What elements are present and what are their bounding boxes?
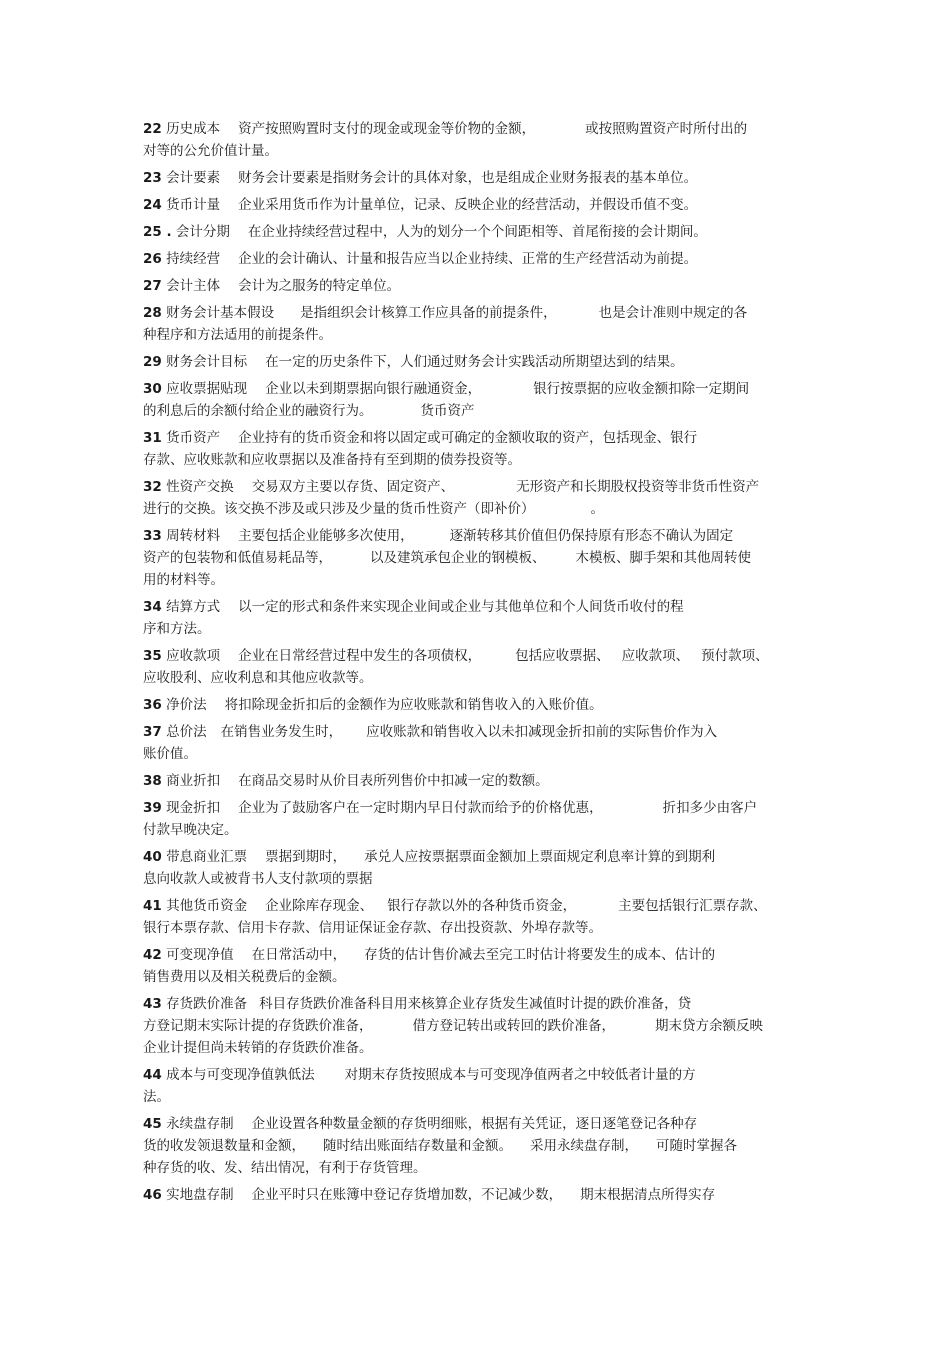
- entry-number: 36: [143, 697, 162, 713]
- entry-text: 预付款项、: [701, 648, 769, 664]
- entry-term: 永续盘存制: [166, 1116, 234, 1132]
- entry-text: 付款早晚决定。: [143, 822, 238, 838]
- entry-number: 39: [143, 800, 162, 816]
- entry-line: [143, 1184, 823, 1206]
- entry-line: [143, 378, 823, 400]
- glossary-entry: [143, 427, 823, 471]
- entry-term: 可变现净值: [166, 947, 234, 963]
- glossary-entry: [143, 770, 823, 792]
- entry-text: 折扣多少由客户: [662, 800, 758, 816]
- entry-number: 35: [143, 648, 162, 664]
- entry-text: 或按照购置资产时所付出的: [585, 121, 748, 137]
- entry-text: 银行存款以外的各种货币资金，: [387, 898, 577, 914]
- glossary-entry: [143, 302, 823, 346]
- entry-number: 30: [143, 381, 162, 397]
- entry-text: 企业的会计确认、计量和报告应当以企业持续、正常的生产经营活动为前提。: [238, 251, 698, 267]
- entry-text: 序和方法。: [143, 621, 211, 637]
- entry-term: 历史成本: [166, 121, 221, 137]
- glossary-entry: [143, 248, 823, 270]
- entry-term: 总价法: [166, 724, 207, 740]
- entry-text: 存款、应收账款和应收票据以及准备持有至到期的债券投资等。: [143, 452, 521, 468]
- entry-number: 29: [143, 354, 162, 370]
- entry-line: [143, 525, 823, 547]
- entry-term: 带息商业汇票: [166, 849, 248, 865]
- entry-text: 以及建筑承包企业的钢模板、: [370, 550, 546, 566]
- entry-line: [143, 167, 823, 189]
- entry-term: 会计分期: [175, 224, 230, 240]
- entry-text: 会计为之服务的特定单位。: [238, 278, 401, 294]
- glossary-entry: [143, 846, 823, 890]
- entry-text: 在商品交易时从价目表所列售价中扣减一定的数额。: [238, 773, 549, 789]
- entry-text: 法。: [143, 1089, 170, 1105]
- entry-text: 在企业持续经营过程中，人为的划分一个个间距相等、首尾衔接的会计期间。: [247, 224, 707, 240]
- entry-line: [143, 1064, 823, 1086]
- entry-text: 种存货的收、发、结出情况，有利于存货管理。: [143, 1160, 427, 1176]
- entry-number: 25 .: [143, 224, 172, 240]
- entry-term: 财务会计目标: [166, 354, 248, 370]
- glossary-entry: [143, 275, 823, 297]
- entry-line: [143, 140, 823, 162]
- entry-number: 40: [143, 849, 162, 865]
- entry-text: 交易双方主要以存货、固定资产、: [251, 479, 455, 495]
- entry-line: [143, 966, 823, 988]
- entry-text: 随时结出账面结存数量和金额。: [323, 1138, 512, 1154]
- entry-number: 44: [143, 1067, 162, 1083]
- entry-term: 性资产交换: [166, 479, 234, 495]
- entry-line: [143, 324, 823, 346]
- entry-text: 以一定的形式和条件来实现企业间或企业与其他单位和个人间货币收付的程: [238, 599, 684, 615]
- entry-line: [143, 645, 823, 667]
- entry-text: 在日常活动中，: [251, 947, 347, 963]
- entry-line: [143, 596, 823, 618]
- glossary-entry: [143, 118, 823, 162]
- entry-number: 32: [143, 479, 162, 495]
- glossary-entry: [143, 895, 823, 939]
- entry-line: [143, 993, 823, 1015]
- entry-text: 用的材料等。: [143, 572, 224, 588]
- glossary-entry: [143, 378, 823, 422]
- entry-line: [143, 302, 823, 324]
- glossary-entry: [143, 1113, 823, 1179]
- entry-number: 38: [143, 773, 162, 789]
- entry-number: 45: [143, 1116, 162, 1132]
- entry-term: 持续经营: [166, 251, 221, 267]
- entry-text: 息向收款人或被背书人支付款项的票据: [143, 871, 373, 887]
- entry-text: 企业除库存现金、: [265, 898, 374, 914]
- entry-line: [143, 275, 823, 297]
- entry-line: [143, 667, 823, 689]
- entry-term: 现金折扣: [166, 800, 221, 816]
- entry-text: 期末贷方余额反映: [655, 1018, 763, 1034]
- glossary-entry: [143, 167, 823, 189]
- glossary-entry: [143, 351, 823, 373]
- entry-text: 包括应收票据、: [515, 648, 610, 664]
- entry-text: 货币资产: [420, 403, 475, 419]
- entry-line: [143, 743, 823, 765]
- entry-text: 企业设置各种数量金额的存货明细账，根据有关凭证，逐日逐笔登记各种存: [251, 1116, 698, 1132]
- entry-line: [143, 721, 823, 743]
- entry-number: 43: [143, 996, 162, 1012]
- entry-number: 26: [143, 251, 162, 267]
- entry-text: 木模板、脚手架和其他周转使: [575, 550, 751, 566]
- entry-line: [143, 846, 823, 868]
- entry-text: 企业在日常经营过程中发生的各项债权，: [238, 648, 482, 664]
- entry-line: [143, 895, 823, 917]
- entry-term: 会计主体: [166, 278, 221, 294]
- entry-term: 周转材料: [166, 528, 221, 544]
- entry-number: 46: [143, 1187, 162, 1203]
- entry-text: 无形资产和长期股权投资等非货币性资产: [516, 479, 760, 495]
- entry-text: 借方登记转出或转回的跌价准备，: [412, 1018, 615, 1034]
- entry-text: 应收款项、: [621, 648, 690, 664]
- entry-term: 存货跌价准备: [166, 996, 248, 1012]
- entry-line: [143, 569, 823, 591]
- entry-text: 主要包括企业能够多次使用，: [238, 528, 414, 544]
- entry-number: 33: [143, 528, 162, 544]
- entry-number: 42: [143, 947, 162, 963]
- entry-line: [143, 868, 823, 890]
- entry-text: 财务会计要素是指财务会计的具体对象，也是组成企业财务报表的基本单位。: [238, 170, 698, 186]
- glossary-entry: [143, 476, 823, 520]
- entry-text: 应收股利、应收利息和其他应收款等。: [143, 670, 373, 686]
- entry-text: 企业持有的货币资金和将以固定或可确定的金额收取的资产，包括现金、银行: [238, 430, 698, 446]
- entry-text: 是指组织会计核算工作应具备的前提条件，: [300, 305, 557, 321]
- document-page: [143, 118, 823, 1211]
- entry-number: 23: [143, 170, 162, 186]
- entry-line: [143, 694, 823, 716]
- glossary-entry: [143, 993, 823, 1059]
- entry-text: 可随时掌握各: [656, 1138, 737, 1154]
- entry-text: 票据到期时，: [265, 849, 347, 865]
- glossary-entry: [143, 721, 823, 765]
- entry-line: [143, 248, 823, 270]
- glossary-entry: [143, 797, 823, 841]
- entry-text: 对等的公允价值计量。: [143, 143, 278, 159]
- entry-line: [143, 400, 823, 422]
- entry-line: [143, 351, 823, 373]
- glossary-entry: [143, 944, 823, 988]
- entry-term: 应收票据贴现: [166, 381, 248, 397]
- entry-text: 银行本票存款、信用卡存款、信用证保证金存款、存出投资款、外埠存款等。: [143, 920, 602, 936]
- entry-number: 31: [143, 430, 162, 446]
- entry-line: [143, 797, 823, 819]
- glossary-entry: [143, 194, 823, 216]
- entry-line: [143, 1135, 823, 1157]
- entry-line: [143, 476, 823, 498]
- entry-text: 主要包括银行汇票存款、: [618, 898, 767, 914]
- entry-text: 资产的包装物和低值易耗品等，: [143, 550, 332, 566]
- glossary-entry: [143, 645, 823, 689]
- entry-text: 银行按票据的应收金额扣除一定期间: [533, 381, 750, 397]
- entry-term: 成本与可变现净值孰低法: [166, 1067, 315, 1083]
- entry-text: 销售费用以及相关税费后的金额。: [143, 969, 346, 985]
- entry-text: 科目存货跌价准备科目用来核算企业存货发生减值时计提的跌价准备，贷: [259, 996, 692, 1012]
- entry-text: 企业为了鼓励客户在一定时期内早日付款而给予的价格优惠，: [238, 800, 603, 816]
- entry-text: 资产按照购置时支付的现金或现金等价物的金额，: [238, 121, 536, 137]
- entry-text: 采用永续盘存制，: [530, 1138, 638, 1154]
- glossary-entry: [143, 596, 823, 640]
- entry-line: [143, 118, 823, 140]
- entry-text: 在一定的历史条件下，人们通过财务会计实践活动所期望达到的结果。: [265, 354, 684, 370]
- entry-text: 企业以未到期票据向银行融通资金，: [265, 381, 482, 397]
- entry-term: 应收款项: [166, 648, 221, 664]
- entry-text: 企业平时只在账簿中登记存货增加数，不记减少数，: [251, 1187, 563, 1203]
- entry-term: 其他货币资金: [166, 898, 248, 914]
- entry-term: 净价法: [166, 697, 207, 713]
- entry-text: 种程序和方法适用的前提条件。: [143, 327, 332, 343]
- entry-text: 进行的交换。该交换不涉及或只涉及少量的货币性资产（即补价）: [143, 501, 535, 517]
- entry-text: 在销售业务发生时，: [220, 724, 343, 740]
- entry-line: [143, 618, 823, 640]
- entry-line: [143, 917, 823, 939]
- entry-text: 承兑人应按票据票面金额加上票面规定利息率计算的到期利: [364, 849, 716, 865]
- entry-term: 货币资产: [166, 430, 221, 446]
- entry-text: 货的收发领退数量和金额，: [143, 1138, 305, 1154]
- entry-text: 应收账款和销售收入以未扣减现金折扣前的实际售价作为入: [366, 724, 718, 740]
- glossary-entry: [143, 525, 823, 591]
- entry-line: [143, 1113, 823, 1135]
- entry-term: 结算方式: [166, 599, 221, 615]
- entry-number: 28: [143, 305, 162, 321]
- entry-term: 商业折扣: [166, 773, 221, 789]
- entry-text: 存货的估计售价减去至完工时估计将要发生的成本、估计的: [364, 947, 716, 963]
- entry-number: 27: [143, 278, 162, 294]
- entry-line: [143, 498, 823, 520]
- entry-number: 34: [143, 599, 162, 615]
- glossary-entry: [143, 1184, 823, 1206]
- entry-line: [143, 221, 823, 243]
- entry-number: 24: [143, 197, 162, 213]
- entry-text: 方登记期末实际计提的存货跌价准备，: [143, 1018, 373, 1034]
- entry-line: [143, 770, 823, 792]
- entry-line: [143, 1157, 823, 1179]
- entry-line: [143, 449, 823, 471]
- entry-number: 41: [143, 898, 162, 914]
- entry-term: 财务会计基本假设: [166, 305, 275, 321]
- entry-text: 对期末存货按照成本与可变现净值两者之中较低者计量的方: [344, 1067, 696, 1083]
- entry-line: [143, 944, 823, 966]
- entry-line: [143, 1015, 823, 1037]
- entry-number: 22: [143, 121, 162, 137]
- glossary-entry: [143, 1064, 823, 1108]
- entry-text: 将扣除现金折扣后的金额作为应收账款和销售收入的入账价值。: [224, 697, 603, 713]
- entry-text: 。: [590, 501, 604, 517]
- entry-number: 37: [143, 724, 162, 740]
- entry-line: [143, 1086, 823, 1108]
- entry-line: [143, 427, 823, 449]
- glossary-entry: [143, 221, 823, 243]
- entry-text: 账价值。: [143, 746, 197, 762]
- entry-term: 会计要素: [166, 170, 221, 186]
- entry-line: [143, 1037, 823, 1059]
- entry-term: 货币计量: [166, 197, 221, 213]
- entry-text: 企业计提但尚未转销的存货跌价准备。: [143, 1040, 373, 1056]
- entry-text: 逐渐转移其价值但仍保持原有形态不确认为固定: [449, 528, 734, 544]
- glossary-entry: [143, 694, 823, 716]
- entry-line: [143, 819, 823, 841]
- entry-text: 也是会计准则中规定的各: [598, 305, 748, 321]
- entry-text: 企业采用货币作为计量单位，记录、反映企业的经营活动，并假设币值不变。: [238, 197, 698, 213]
- entry-text: 的利息后的余额付给企业的融资行为。: [143, 403, 373, 419]
- entry-line: [143, 547, 823, 569]
- entry-term: 实地盘存制: [166, 1187, 234, 1203]
- entry-line: [143, 194, 823, 216]
- entry-text: 期末根据清点所得实存: [580, 1187, 716, 1203]
